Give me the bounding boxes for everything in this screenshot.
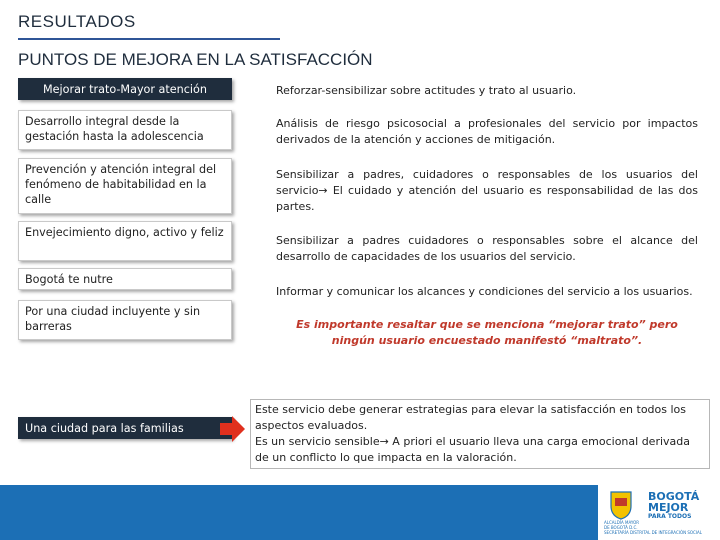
right-text-sensibilizar-alcance: Sensibilizar a padres cuidadores o responsables sobre el alcance del desarrollo de capacidades de los usuarios del servicio. bbox=[276, 234, 698, 263]
bogota-coat-of-arms-icon bbox=[607, 490, 635, 520]
left-box-mejorar-trato: Mejorar trato-Mayor atención bbox=[18, 78, 232, 100]
left-box-bogota-te-nutre: Bogotá te nutre bbox=[18, 268, 232, 290]
left-box-envejecimiento: Envejecimiento digno, activo y feliz bbox=[18, 221, 232, 261]
right-text-sensibilizar-padres: Sensibilizar a padres, cuidadores o responsables de los usuarios del servicio→ El cuidado y atención del usuario es responsabilidad de las dos partes. bbox=[276, 168, 698, 213]
brand-line-1: BOGOTÁ bbox=[648, 490, 700, 503]
page-title: RESULTADOS bbox=[18, 12, 136, 31]
left-box-habitabilidad-calle: Prevención y atención integral del fenómeno de habitabilidad en la calle bbox=[18, 158, 232, 214]
brand-line-3: PARA TODOS bbox=[648, 513, 692, 520]
title-underline bbox=[18, 38, 280, 40]
arrow-right-icon bbox=[220, 415, 246, 443]
right-text-informar: Informar y comunicar los alcances y condiciones del servicio a los usuarios. bbox=[276, 285, 693, 298]
right-text-reforzar: Reforzar-sensibilizar sobre actitudes y trato al usuario. bbox=[276, 84, 577, 97]
conclusion-line-2: Es un servicio sensible→ A priori el usuario lleva una carga emocional derivada de un conflicto lo que impacta en la valoración. bbox=[255, 435, 690, 464]
highlight-note: Es importante resaltar que se menciona “mejorar trato” pero ningún usuario encuestado manifestó “maltrato”. bbox=[296, 318, 678, 347]
alcaldia-label: ALCALDÍA MAYOR DE BOGOTÁ D.C. bbox=[604, 520, 640, 530]
left-box-ciudad-incluyente: Por una ciudad incluyente y sin barreras bbox=[18, 300, 232, 340]
left-box-ciudad-familias: Una ciudad para las familias bbox=[18, 417, 232, 439]
conclusion-line-1: Este servicio debe generar estrategias para elevar la satisfacción en todos los aspectos evaluados. bbox=[255, 403, 687, 432]
right-text-analisis-riesgo: Análisis de riesgo psicosocial a profesionales del servicio por impactos derivados de la atención y acciones de mitigación. bbox=[276, 117, 698, 146]
brand-line-2: MEJOR bbox=[648, 501, 689, 514]
page-subtitle: PUNTOS DE MEJORA EN LA SATISFACCIÓN bbox=[18, 50, 373, 69]
conclusion-box bbox=[250, 399, 710, 469]
left-box-desarrollo-integral: Desarrollo integral desde la gestación hasta la adolescencia bbox=[18, 110, 232, 150]
secretaria-label: SECRETARÍA DISTRITAL DE INTEGRACIÓN SOCIAL bbox=[604, 530, 702, 535]
